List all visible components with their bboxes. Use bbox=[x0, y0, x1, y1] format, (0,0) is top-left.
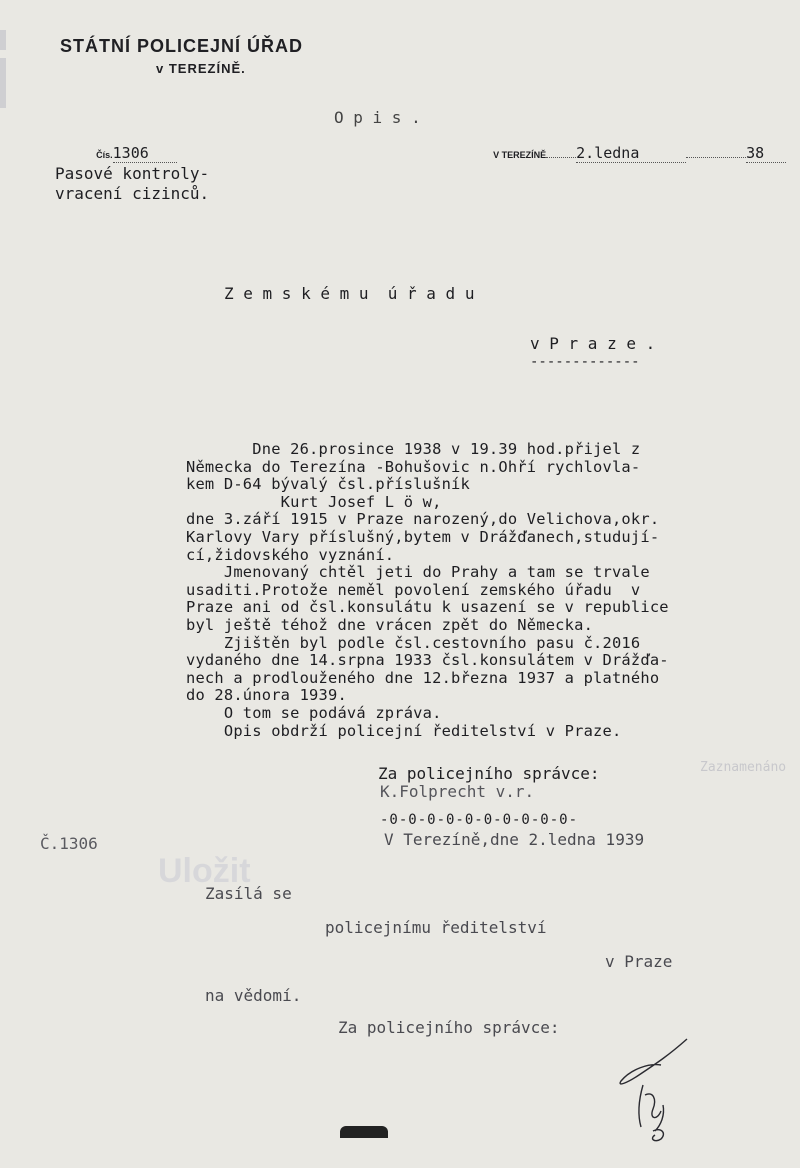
place-date-line: V TEREZÍNĚ 2.ledna 38 bbox=[457, 126, 786, 181]
body-line: Kurt Josef L ö w, bbox=[186, 492, 442, 511]
body-line: Německa do Terezína -Bohušovic n.Ohří rychlovla- bbox=[186, 457, 641, 476]
body-line: vydaného dne 14.srpna 1933 čsl.konsulátem v Drážďa- bbox=[186, 651, 669, 670]
body-line: nech a prodlouženého dne 12.března 1937 a platného bbox=[186, 668, 660, 687]
body-line: Dne 26.prosince 1938 v 19.39 hod.přijel z bbox=[186, 440, 641, 458]
body-line: usaditi.Protože neměl povolení zemského úřadu v bbox=[186, 580, 641, 599]
body-line: dne 3.září 1915 v Praze narozený,do Velichova,okr. bbox=[186, 510, 660, 529]
separator-line: -0-0-0-0-0-0-0-0-0-0- bbox=[380, 812, 579, 828]
ghost-stamp-word: Uložit bbox=[158, 852, 251, 890]
forwarding-line-1: Zasílá se bbox=[205, 884, 292, 903]
second-place-date: V Terezíně,dne 2.ledna 1939 bbox=[384, 830, 645, 849]
addressee-city: v P r a z e . bbox=[530, 334, 656, 353]
forwarding-line-2: policejnímu ředitelství bbox=[325, 918, 547, 937]
subject-line-1: Pasové kontroly- bbox=[55, 164, 210, 183]
second-reference-number: Č.1306 bbox=[40, 834, 98, 853]
addressee-office: Z e m s k é m u ú ř a d u bbox=[224, 284, 475, 303]
body-line: Praze ani od čsl.konsulátu k usazení se v republice bbox=[186, 598, 669, 617]
body-line: cí,židovského vyznání. bbox=[186, 545, 395, 564]
body-line: O tom se podává zpráva. bbox=[186, 704, 442, 722]
signatory-label: Za policejního správce: bbox=[378, 764, 600, 783]
body-line: Opis obdrží policejní ředitelství v Praze. bbox=[186, 721, 622, 740]
letterhead-title: STÁTNÍ POLICEJNÍ ÚŘAD bbox=[60, 36, 304, 56]
bottom-edge-mark bbox=[340, 1126, 388, 1138]
forwarding-line-3: v Praze bbox=[605, 952, 673, 971]
subject-line-2: vracení cizinců. bbox=[55, 184, 210, 203]
addressee-underline: ------------- bbox=[530, 354, 640, 370]
binding-mark bbox=[0, 30, 6, 50]
body-line: Karlovy Vary příslušný,bytem v Drážďanech,studují- bbox=[186, 528, 660, 546]
forwarding-signoff: Za policejního správce: bbox=[338, 1018, 560, 1037]
ghost-stamp-mark: Zaznamenáno bbox=[700, 760, 787, 775]
body-line: Zjištěn byl podle čsl.cestovního pasu č.2016 bbox=[186, 633, 641, 652]
body-line: kem D-64 bývalý čsl.příslušník bbox=[186, 475, 470, 494]
body-line: byl ještě téhož dne vrácen zpět do Německa. bbox=[186, 616, 594, 634]
forwarding-line-4: na vědomí. bbox=[205, 986, 302, 1005]
handwritten-signature bbox=[570, 1016, 699, 1168]
letterhead-place: v TEREZÍNĚ. bbox=[156, 61, 246, 76]
binding-mark bbox=[0, 58, 6, 108]
reference-number: Čís.1306 bbox=[60, 126, 177, 181]
copy-mark: O p i s . bbox=[334, 108, 421, 127]
body-line: Jmenovaný chtěl jeti do Prahy a tam se trvale bbox=[186, 563, 650, 582]
body-line: do 28.února 1939. bbox=[186, 686, 347, 705]
signatory-name: K.Folprecht v.r. bbox=[380, 782, 535, 801]
